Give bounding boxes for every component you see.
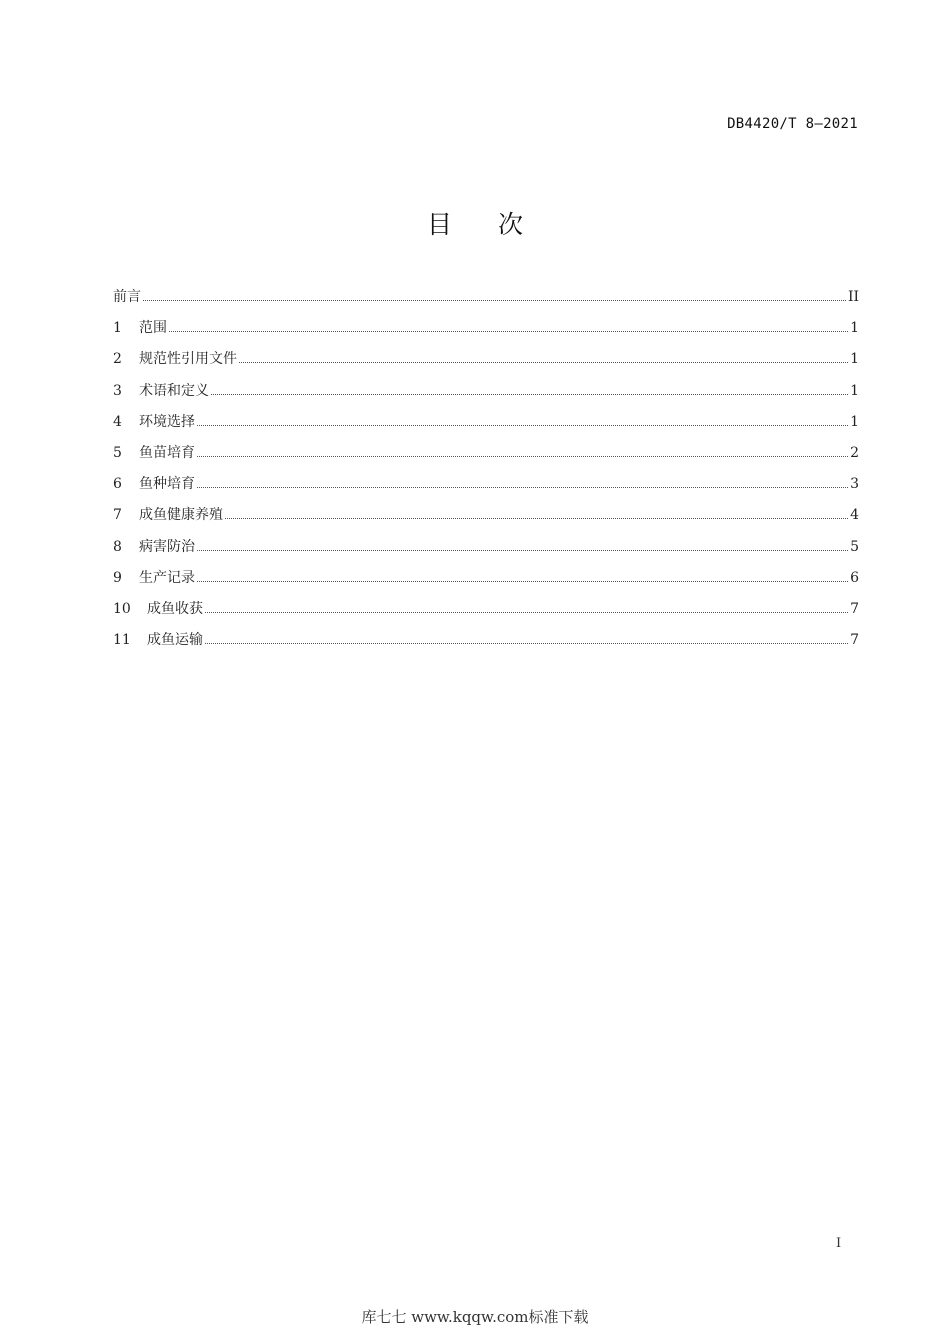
document-code: DB4420/T 8—2021	[727, 116, 858, 132]
toc-entry-number: 4	[113, 413, 122, 430]
watermark-text: 库七七 www.kqqw.com标准下载	[361, 1308, 589, 1326]
toc-entry-label: 环境选择	[139, 413, 195, 430]
toc-entry-9[interactable]	[113, 566, 859, 597]
toc-entry-page: 3	[850, 476, 859, 493]
toc-entry-11[interactable]	[113, 628, 859, 659]
toc-entry-label: 成鱼运输	[147, 632, 203, 649]
toc-entry-6[interactable]	[113, 472, 859, 503]
toc-entry-page: 5	[850, 538, 859, 555]
toc-entry-label: 规范性引用文件	[139, 351, 237, 368]
toc-leader-dots	[197, 456, 848, 457]
toc-entry-number: 10	[113, 600, 131, 617]
toc-entry-number: 11	[113, 632, 131, 649]
toc-entry-4[interactable]	[113, 410, 859, 441]
toc-entry-10[interactable]	[113, 597, 859, 628]
toc-entry-number: 3	[113, 382, 122, 399]
toc-entry-page: 7	[850, 632, 859, 649]
toc-entry-5[interactable]	[113, 441, 859, 472]
toc-entry-8[interactable]	[113, 535, 859, 566]
toc-entry-number: 1	[113, 320, 122, 337]
toc-entry-number: 6	[113, 476, 122, 493]
toc-entry-number: 5	[113, 444, 122, 461]
toc-entry-number: 2	[113, 351, 122, 368]
toc-entry-label: 鱼种培育	[139, 476, 195, 493]
toc-entry-label: 前言	[113, 289, 141, 305]
toc-entry-label: 成鱼收获	[147, 600, 203, 617]
toc-entry-page: 6	[850, 569, 859, 586]
toc-entry-page: 2	[850, 444, 859, 461]
page-number: I	[836, 1236, 842, 1251]
toc-entry-page: 1	[850, 351, 859, 368]
toc-leader-dots	[197, 581, 848, 582]
table-of-contents	[113, 285, 859, 659]
toc-entry-page: 7	[850, 600, 859, 617]
toc-leader-dots	[205, 612, 848, 613]
toc-entry-1[interactable]	[113, 316, 859, 347]
toc-leader-dots	[143, 300, 846, 301]
toc-entry-label: 病害防治	[139, 538, 195, 555]
toc-leader-dots	[197, 550, 848, 551]
toc-entry-label: 鱼苗培育	[139, 444, 195, 461]
toc-leader-dots	[169, 331, 848, 332]
toc-entry-number: 9	[113, 569, 122, 586]
toc-entry-number: 8	[113, 538, 122, 555]
toc-entry-foreword[interactable]	[113, 285, 859, 316]
toc-entry-3[interactable]	[113, 379, 859, 410]
page-title: 目次	[426, 210, 569, 239]
toc-entry-page: 4	[850, 507, 859, 524]
toc-leader-dots	[211, 394, 848, 395]
toc-entry-7[interactable]	[113, 503, 859, 534]
toc-leader-dots	[197, 425, 848, 426]
toc-entry-page: 1	[850, 320, 859, 337]
toc-entry-page: 1	[850, 382, 859, 399]
toc-leader-dots	[205, 643, 848, 644]
toc-entry-label: 生产记录	[139, 569, 195, 586]
toc-entry-label: 术语和定义	[139, 382, 209, 399]
toc-leader-dots	[225, 518, 848, 519]
toc-entry-2[interactable]	[113, 347, 859, 378]
toc-entry-label: 范围	[139, 320, 167, 337]
toc-entry-number: 7	[113, 507, 122, 524]
toc-entry-page: 1	[850, 413, 859, 430]
toc-leader-dots	[239, 362, 848, 363]
toc-entry-page: II	[847, 289, 859, 305]
toc-leader-dots	[197, 487, 848, 488]
toc-entry-label: 成鱼健康养殖	[139, 507, 223, 524]
